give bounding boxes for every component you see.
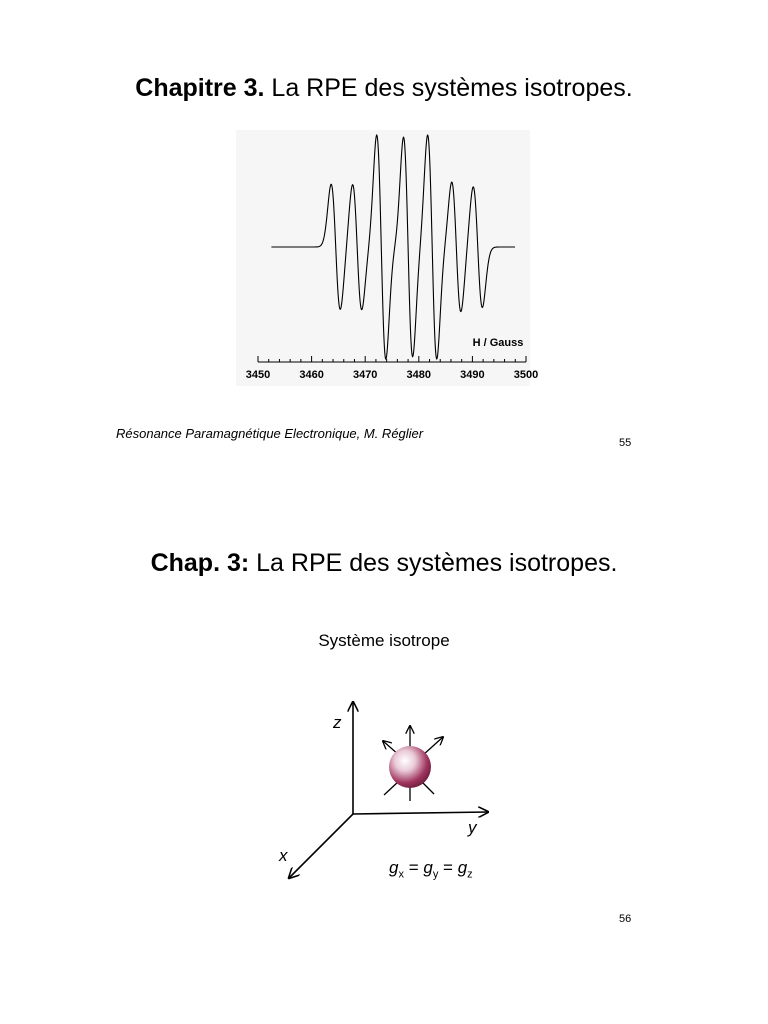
g-x-subscript: x — [398, 868, 404, 881]
g-y-symbol: g — [423, 858, 433, 877]
g-z-symbol: g — [457, 858, 468, 877]
x-axis-label: H / Gauss — [472, 337, 524, 349]
x-tick-label: 3460 — [299, 369, 324, 381]
isotropic-sphere — [389, 746, 431, 788]
source-citation: Résonance Paramagnétique Electronique, M. Réglier — [116, 426, 424, 441]
slide1-title — [0, 74, 768, 103]
arrow-upright-icon — [423, 737, 443, 755]
x-axis-label-3d: x — [279, 846, 288, 865]
x-tick-label: 3490 — [460, 369, 485, 381]
epr-spectrum-chart — [236, 130, 539, 386]
slide2-title-bold: Chap. 3: — [150, 549, 250, 577]
x-axis-arrow — [289, 814, 353, 878]
page-number-56: 56 — [619, 913, 632, 925]
x-tick-label: 3450 — [245, 369, 271, 381]
equals-2: = — [438, 858, 458, 877]
slide1-title-bold: Chapitre 3. — [135, 74, 265, 102]
page-number-55: 55 — [619, 437, 632, 449]
equals-1: = — [403, 858, 424, 877]
y-axis-arrow — [353, 812, 488, 814]
g-z-subscript: z — [467, 868, 473, 881]
g-tensor-relation — [389, 858, 473, 880]
slide2-title — [0, 549, 768, 578]
x-tick-label: 3470 — [352, 369, 378, 381]
diagram-subtitle: Système isotrope — [318, 631, 450, 650]
x-tick-label: 3480 — [406, 369, 432, 381]
y-axis-label: y — [468, 818, 477, 837]
x-tick-label: 3500 — [513, 369, 539, 381]
slide1-title-text: La RPE des systèmes isotropes. — [264, 74, 633, 102]
g-y-subscript: y — [432, 868, 439, 881]
g-x-symbol: g — [389, 858, 399, 877]
slide2-title-text: La RPE des systèmes isotropes. — [249, 549, 618, 577]
z-axis-label: z — [333, 713, 342, 732]
